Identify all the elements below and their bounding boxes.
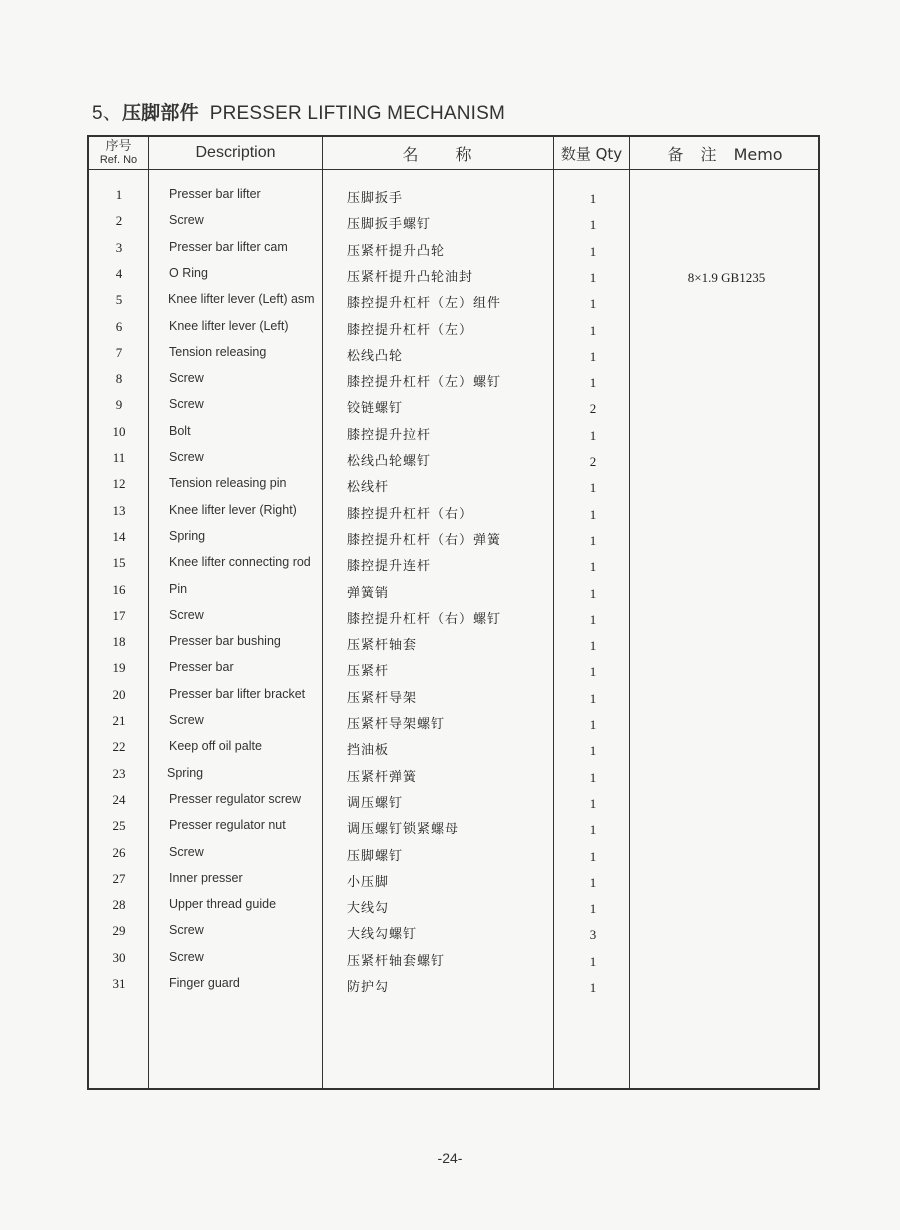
row-memo: 8×1.9 GB1235: [687, 269, 766, 285]
row-description: Knee lifter connecting rod: [169, 555, 311, 570]
row-description: Presser regulator nut: [169, 818, 286, 833]
row-description: Tension releasing: [169, 344, 267, 359]
row-description: Knee lifter lever (Left): [169, 318, 289, 333]
row-qty: 1: [589, 243, 597, 259]
row-qty: 1: [589, 506, 597, 522]
row-qty: 1: [589, 217, 597, 233]
row-description: Knee lifter lever (Right): [169, 502, 297, 517]
row-name-cn: 弹簧销: [347, 585, 390, 601]
table-row: [89, 555, 818, 581]
table-row: [89, 687, 818, 713]
header-name-cn: [323, 137, 553, 169]
row-name-cn: 压脚扳手: [347, 191, 404, 206]
table-row: [89, 739, 818, 765]
row-ref: 15: [112, 555, 126, 571]
row-name-cn: 松线杆: [347, 480, 390, 496]
row-name-cn: 压紧杆提升凸轮: [347, 243, 446, 259]
table-row: [89, 187, 818, 213]
row-description: Bolt: [169, 423, 191, 438]
row-ref: 26: [112, 844, 126, 860]
row-name-cn: 压紧杆提升凸轮油封: [347, 269, 474, 285]
header-ref-en: Ref. No: [99, 154, 138, 166]
row-description: Screw: [169, 607, 204, 622]
row-description: Spring: [167, 765, 204, 780]
row-qty: 1: [589, 480, 597, 496]
header-description-label: Description: [195, 144, 276, 161]
row-qty: 1: [589, 611, 597, 627]
row-name-cn: 大线勾: [347, 901, 390, 917]
row-qty: 1: [589, 717, 597, 732]
table-row: [89, 397, 818, 423]
row-ref: 24: [112, 791, 126, 807]
row-name-cn: 松线凸轮: [347, 348, 404, 364]
table-row: [89, 608, 818, 634]
header-ref: [89, 137, 148, 169]
row-name-cn: 压脚螺钉: [347, 848, 404, 864]
row-description: Screw: [169, 450, 204, 464]
row-name-cn: 铰链螺钉: [347, 401, 404, 417]
row-description: Screw: [169, 923, 204, 938]
page-title: [92, 98, 505, 125]
row-ref: 5: [115, 292, 123, 308]
header-description: [149, 137, 322, 169]
row-description: Finger guard: [169, 976, 240, 990]
row-ref: 12: [112, 476, 126, 492]
table-row: [89, 923, 818, 949]
parts-table: [87, 135, 820, 1090]
title-number: 5、: [92, 103, 122, 124]
row-ref: 10: [112, 423, 126, 439]
row-name-cn: 挡油板: [347, 743, 390, 759]
table-row: [89, 976, 818, 1002]
row-name-cn: 膝控提升杠杆（右）螺钉: [347, 611, 502, 627]
row-ref: 14: [112, 528, 126, 544]
row-ref: 31: [112, 976, 126, 991]
row-qty: 1: [589, 769, 597, 785]
row-ref: 20: [112, 686, 126, 702]
table-row: [89, 292, 818, 318]
row-ref: 3: [115, 239, 123, 255]
row-name-cn: 膝控提升拉杆: [347, 427, 432, 443]
row-ref: 28: [112, 897, 126, 913]
row-name-cn: 压脚扳手螺钉: [347, 217, 432, 233]
row-ref: 23: [112, 765, 126, 781]
row-description: Knee lifter lever (Left) asm: [168, 292, 315, 307]
row-qty: 1: [589, 269, 597, 285]
row-ref: 1: [115, 187, 123, 202]
table-row: [89, 634, 818, 660]
table-row: [89, 371, 818, 397]
header-divider: [89, 169, 818, 170]
header-name-cn-label: 名 称: [402, 144, 474, 164]
table-row: [89, 792, 818, 818]
title-en: PRESSER LIFTING MECHANISM: [209, 103, 506, 124]
row-ref: 30: [112, 949, 126, 965]
row-name-cn: 膝控提升杠杆（右）弹簧: [347, 532, 502, 548]
table-row: [89, 818, 818, 844]
header-qty: [554, 137, 629, 169]
row-description: Presser bar: [169, 660, 234, 675]
row-qty: 2: [589, 454, 597, 469]
row-description: Presser bar bushing: [169, 634, 281, 649]
header-memo: [630, 137, 820, 169]
row-qty: 1: [589, 690, 597, 706]
row-name-cn: 调压螺钉锁紧螺母: [347, 822, 460, 838]
page-number: -24-: [437, 1150, 463, 1166]
row-qty: 1: [589, 874, 597, 890]
row-ref: 4: [115, 265, 123, 281]
row-ref: 17: [112, 607, 126, 623]
row-qty: 1: [589, 585, 597, 601]
table-row: [89, 845, 818, 871]
row-qty: 1: [589, 953, 597, 969]
row-description: Presser bar lifter bracket: [169, 686, 306, 701]
table-row: [89, 319, 818, 345]
row-qty: 1: [589, 795, 597, 811]
row-qty: 1: [589, 848, 597, 864]
row-name-cn: 膝控提升连杆: [347, 559, 432, 575]
table-row: [89, 871, 818, 897]
table-row: [89, 240, 818, 266]
row-description: Tension releasing pin: [169, 476, 287, 491]
row-name-cn: 压紧杆轴套螺钉: [347, 953, 446, 969]
header-qty-label: 数量 Qty: [560, 144, 623, 163]
row-description: Screw: [169, 949, 204, 964]
row-name-cn: 小压脚: [347, 874, 390, 890]
row-description: Screw: [169, 371, 204, 386]
row-name-cn: 松线凸轮螺钉: [347, 454, 432, 469]
row-name-cn: 压紧杆弹簧: [347, 769, 418, 785]
table-row: [89, 897, 818, 923]
row-ref: 21: [112, 713, 126, 728]
row-name-cn: 压紧杆导架螺钉: [347, 717, 446, 732]
row-description: Presser regulator screw: [169, 791, 301, 806]
row-qty: 1: [589, 296, 597, 312]
row-ref: 2: [115, 213, 123, 229]
row-name-cn: 压紧杆导架: [347, 690, 418, 706]
table-row: [89, 660, 818, 686]
row-description: Spring: [169, 528, 206, 543]
header-memo-label: 备 注 Memo: [667, 144, 783, 164]
row-qty: 1: [589, 348, 597, 364]
row-qty: 1: [589, 901, 597, 917]
table-row: [89, 450, 818, 476]
row-ref: 27: [112, 870, 126, 886]
row-description: Inner presser: [169, 870, 243, 885]
row-qty: 1: [589, 638, 597, 654]
row-qty: 1: [589, 980, 597, 995]
row-qty: 3: [589, 927, 597, 943]
row-qty: 1: [589, 322, 597, 338]
row-description: Screw: [169, 713, 204, 727]
table-row: [89, 424, 818, 450]
row-ref: 19: [112, 660, 126, 676]
row-name-cn: 膝控提升杠杆（左）组件: [347, 296, 502, 312]
row-description: O Ring: [169, 265, 208, 280]
row-name-cn: 调压螺钉: [347, 795, 404, 811]
row-name-cn: 膝控提升杠杆（右）: [347, 506, 474, 522]
row-qty: 1: [589, 822, 597, 838]
row-qty: 1: [589, 427, 597, 443]
row-description: Pin: [169, 581, 188, 596]
row-ref: 7: [115, 344, 123, 360]
row-description: Keep off oil palte: [169, 739, 262, 754]
row-description: Presser bar lifter: [169, 187, 261, 201]
row-description: Screw: [169, 397, 204, 412]
table-row: [89, 582, 818, 608]
table-row: [89, 213, 818, 239]
table-row: [89, 503, 818, 529]
row-qty: 1: [589, 664, 597, 680]
row-qty: 1: [589, 559, 597, 575]
row-qty: 1: [589, 532, 597, 548]
row-name-cn: 大线勾螺钉: [347, 927, 418, 943]
row-name-cn: 压紧杆: [347, 664, 390, 680]
row-qty: 1: [589, 191, 597, 206]
row-ref: 8: [115, 371, 123, 387]
row-name-cn: 膝控提升杠杆（左）螺钉: [347, 375, 502, 391]
table-row: [89, 766, 818, 792]
title-cn: 压脚部件: [121, 102, 199, 124]
table-row: [89, 345, 818, 371]
row-name-cn: 膝控提升杠杆（左）: [347, 322, 474, 338]
row-description: Upper thread guide: [169, 897, 277, 912]
row-ref: 29: [112, 923, 126, 939]
table-row: [89, 476, 818, 502]
row-description: Screw: [169, 213, 204, 228]
row-ref: 16: [112, 581, 126, 597]
row-ref: 6: [115, 318, 123, 334]
table-row: [89, 266, 818, 292]
row-description: Screw: [169, 844, 204, 859]
row-ref: 13: [112, 502, 126, 518]
header-ref-cn: 序号: [105, 139, 132, 154]
row-qty: 2: [589, 401, 597, 417]
row-description: Presser bar lifter cam: [169, 239, 288, 254]
table-row: [89, 529, 818, 555]
row-ref: 22: [112, 739, 126, 755]
row-qty: 1: [589, 375, 597, 391]
row-name-cn: 防护勾: [347, 980, 390, 995]
row-ref: 25: [112, 818, 126, 834]
row-ref: 11: [112, 450, 126, 465]
row-name-cn: 压紧杆轴套: [347, 638, 418, 654]
table-row: [89, 950, 818, 976]
row-ref: 9: [115, 397, 123, 413]
row-qty: 1: [589, 743, 597, 759]
row-ref: 18: [112, 634, 126, 650]
table-row: [89, 713, 818, 739]
